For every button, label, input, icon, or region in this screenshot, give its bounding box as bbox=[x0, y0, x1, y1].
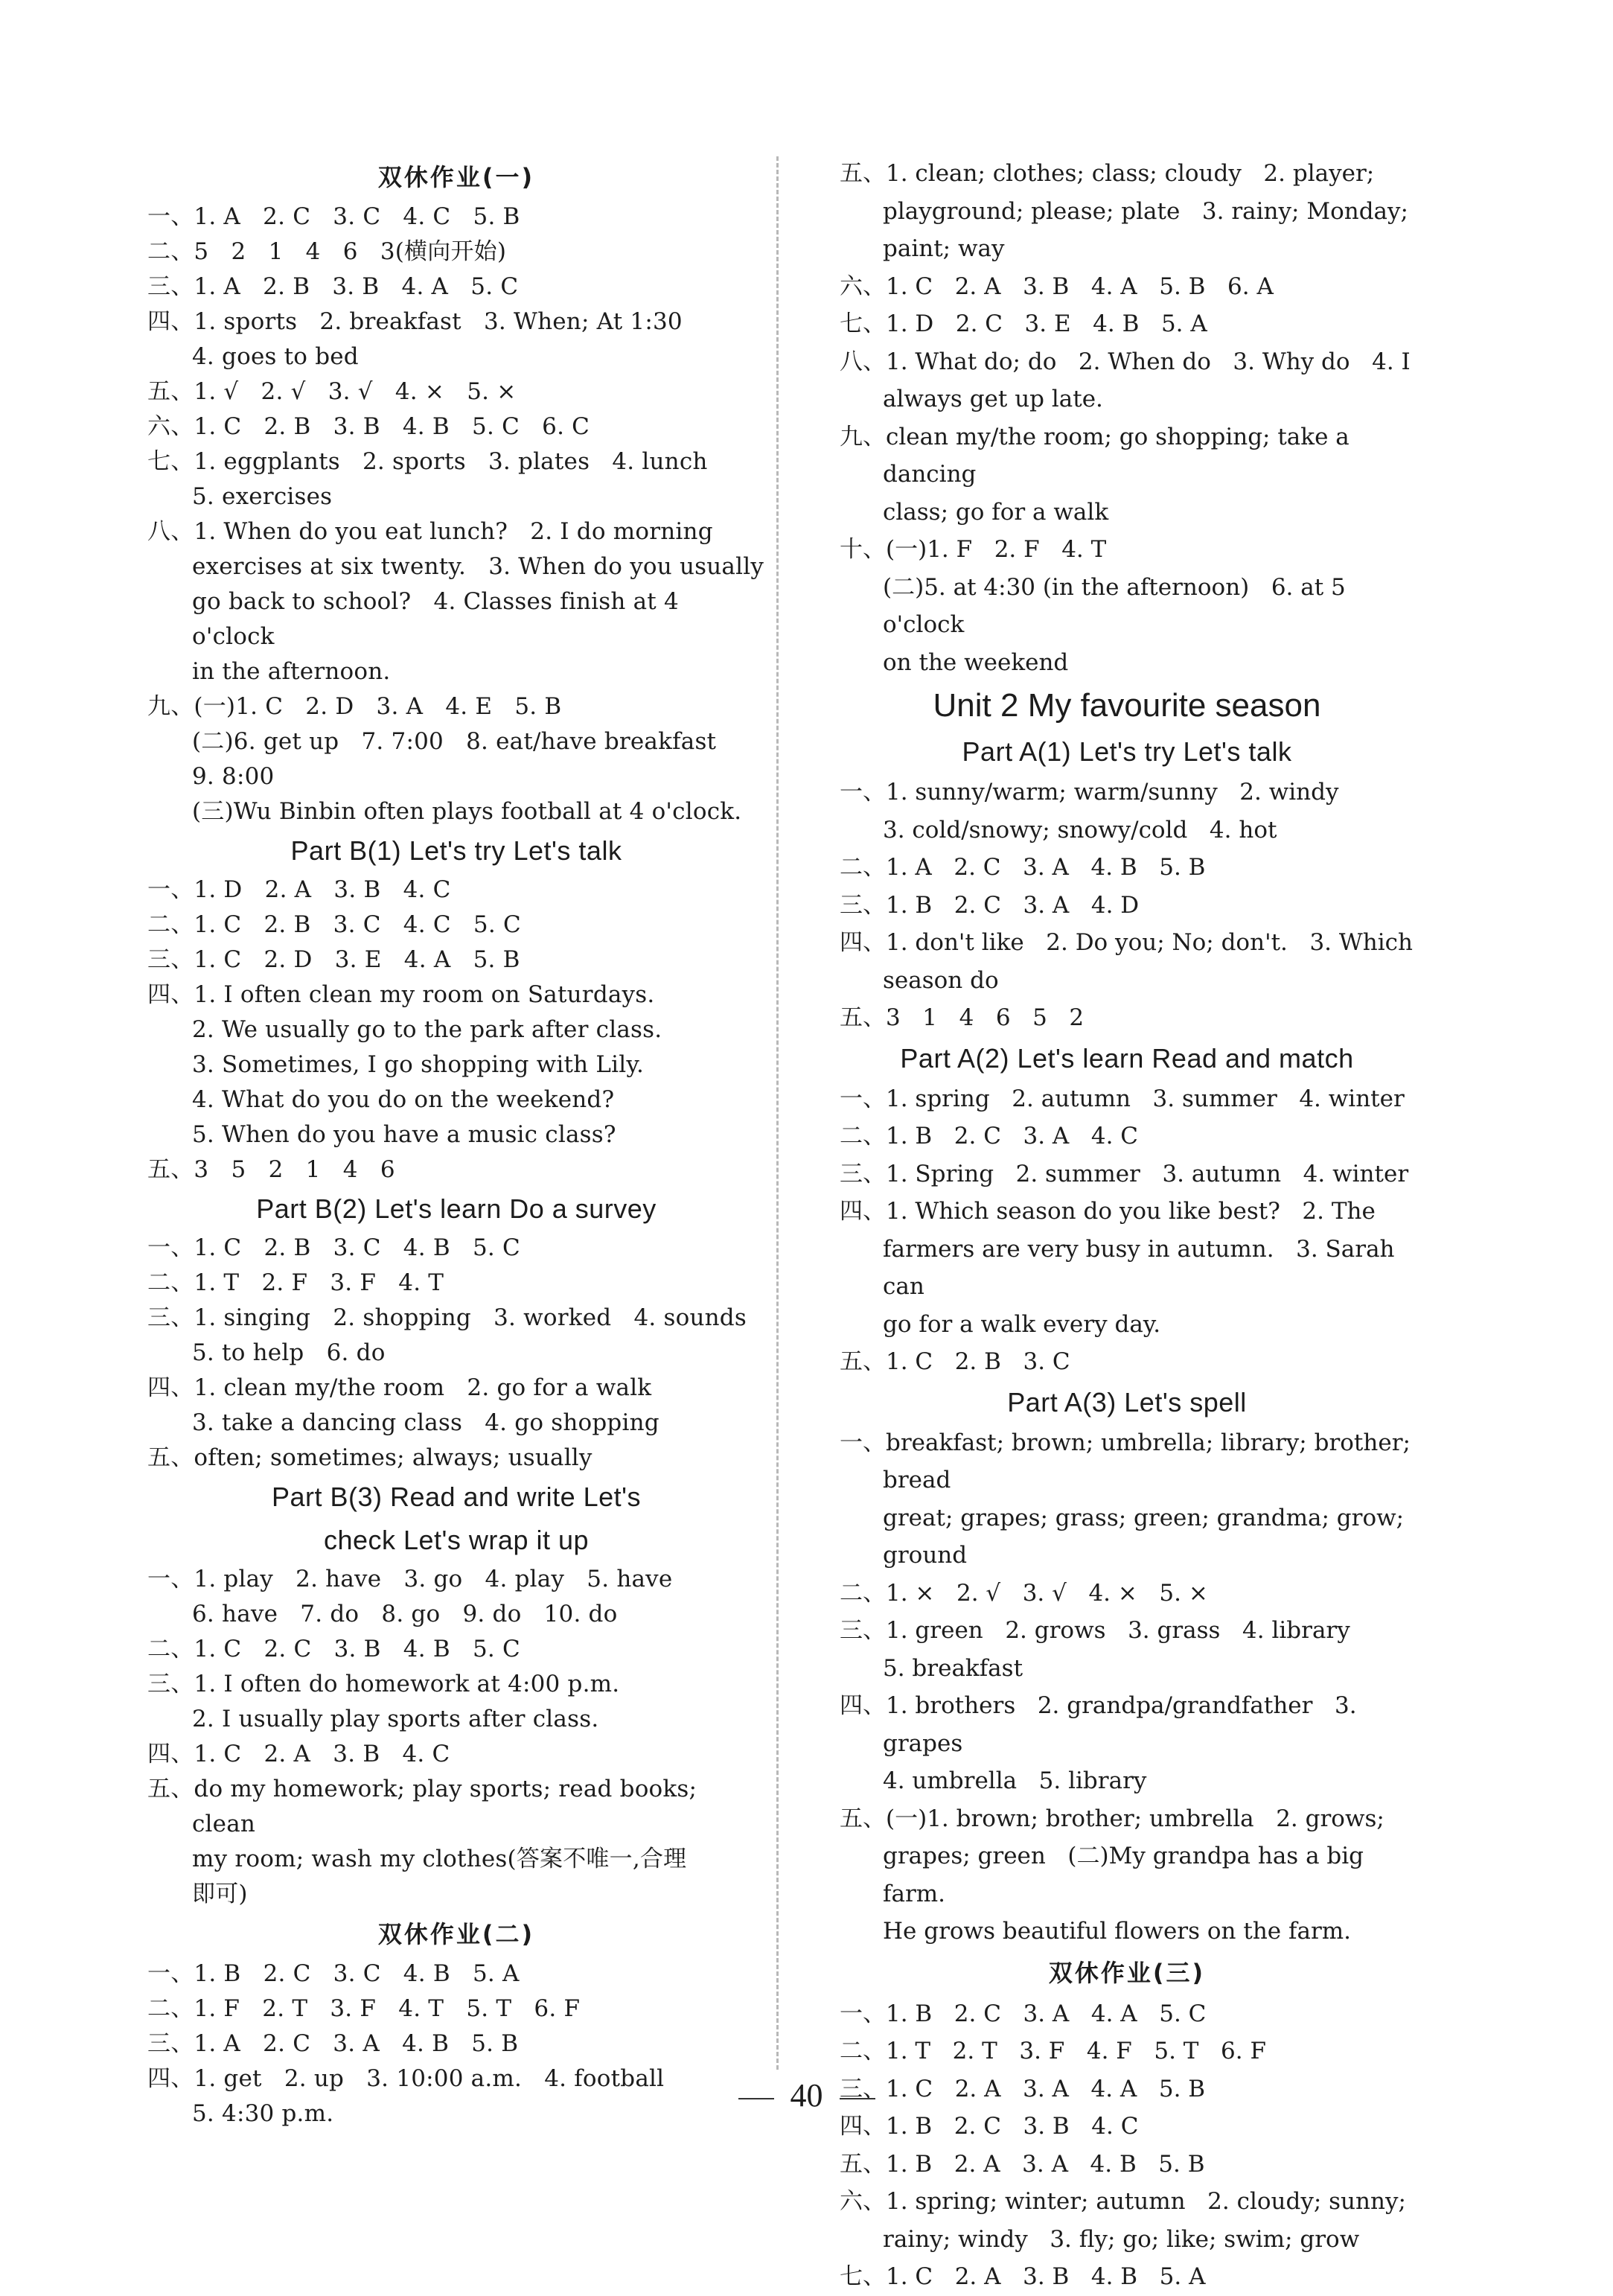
answer-line: 一、1. sunny/warm; warm/sunny 2. windy bbox=[840, 779, 1339, 806]
answer-line: 四、1. C 2. A 3. B 4. C bbox=[147, 1741, 450, 1767]
answer-line: 2. We usually go to the park after class. bbox=[192, 1016, 662, 1043]
part-a3-answers bbox=[840, 1424, 1418, 1951]
answer-line: 三、1. Spring 2. summer 3. autumn 4. winter bbox=[840, 1160, 1409, 1187]
answer-line: 四、1. sports 2. breakfast 3. When; At 1:30 bbox=[147, 308, 683, 335]
section-title-part-b3: Part B(3) Read and write Let's bbox=[271, 1482, 642, 1512]
answer-line: 六、1. spring; winter; autumn 2. cloudy; sunny; bbox=[840, 2188, 1406, 2215]
part-a1-answers bbox=[840, 774, 1414, 1037]
answer-line: great; grapes; grass; green; grandma; grow; ground bbox=[883, 1504, 1411, 1569]
answer-line: 五、1. B 2. A 3. A 4. B 5. B bbox=[840, 2150, 1205, 2178]
answer-line: 五、3 1 4 6 5 2 bbox=[840, 1004, 1085, 1031]
answer-line: 4. umbrella 5. library bbox=[883, 1767, 1147, 1794]
answer-line: on the weekend bbox=[883, 648, 1069, 676]
answer-line: 七、1. D 2. C 3. E 4. B 5. A bbox=[840, 310, 1207, 337]
answer-line: 3. take a dancing class 4. go shopping bbox=[192, 1409, 659, 1436]
answer-line: 二、1. × 2. √ 3. √ 4. × 5. × bbox=[840, 1579, 1208, 1607]
left-column bbox=[147, 155, 765, 2131]
answer-line: 三、1. green 2. grows 3. grass 4. library bbox=[840, 1617, 1350, 1644]
answer-line: 三、1. A 2. B 3. B 4. A 5. C bbox=[147, 273, 519, 300]
answer-line: 三、1. singing 2. shopping 3. worked 4. sounds bbox=[147, 1304, 747, 1331]
answer-line: 3. cold/snowy; snowy/cold 4. hot bbox=[883, 816, 1277, 844]
answer-line: 四、1. B 2. C 3. B 4. C bbox=[840, 2113, 1139, 2140]
answer-line: 一、1. A 2. C 3. C 4. C 5. B bbox=[147, 203, 520, 230]
answer-line: go for a walk every day. bbox=[883, 1310, 1161, 1338]
answer-line: 三、1. C 2. A 3. A 4. A 5. B bbox=[840, 2075, 1206, 2102]
section-title-weekend-homework-1: 双休作业(一) bbox=[377, 163, 535, 191]
section-title-part-b2: Part B(2) Let's learn Do a survey bbox=[256, 1193, 657, 1224]
answer-line: 二、1. T 2. T 3. F 4. F 5. T 6. F bbox=[840, 2038, 1266, 2064]
weekend-homework-3-answers bbox=[840, 1995, 1414, 2296]
answer-line: 五、do my homework; play sports; read books; clean bbox=[147, 1776, 705, 1837]
answer-line: paint; way bbox=[883, 235, 1005, 262]
answer-line: 一、1. C 2. B 3. C 4. B 5. C bbox=[147, 1234, 520, 1261]
answer-line: 一、1. D 2. A 3. B 4. C bbox=[147, 876, 451, 903]
answer-line: 五、1. C 2. B 3. C bbox=[840, 1348, 1070, 1375]
answer-line: 9. 8:00 bbox=[192, 763, 275, 790]
answer-line: exercises at six twenty. 3. When do you usually bbox=[192, 553, 764, 580]
answer-line: 一、1. B 2. C 3. C 4. B 5. A bbox=[147, 1960, 520, 1987]
answer-line: 九、clean my/the room; go shopping; take a dancing bbox=[840, 423, 1357, 488]
part-b2-answers bbox=[147, 1231, 765, 1476]
answer-line: 五、1. clean; clothes; class; cloudy 2. player; bbox=[840, 160, 1375, 187]
answer-line: 5. exercises bbox=[192, 483, 333, 510]
answer-line: season do bbox=[883, 966, 999, 994]
part-a2-answers bbox=[840, 1080, 1414, 1381]
answer-line: rainy; windy 3. fly; go; like; swim; grow bbox=[883, 2225, 1360, 2253]
answer-line: playground; please; plate 3. rainy; Monday; bbox=[883, 197, 1408, 225]
answer-line: 二、1. F 2. T 3. F 4. T 5. T 6. F bbox=[147, 1995, 581, 2022]
answer-line: 二、1. C 2. B 3. C 4. C 5. C bbox=[147, 911, 521, 938]
answer-line: 六、1. C 2. B 3. B 4. B 5. C 6. C bbox=[147, 413, 590, 440]
answer-line: 一、1. play 2. have 3. go 4. play 5. have bbox=[147, 1566, 673, 1592]
section-title-weekend-homework-3: 双休作业(三) bbox=[1048, 1958, 1206, 1987]
answer-line: 四、1. I often clean my room on Saturdays. bbox=[147, 981, 655, 1008]
section-title-part-b3-cont: check Let's wrap it up bbox=[323, 1525, 590, 1555]
answer-line: 五、(一)1. brown; brother; umbrella 2. grows; bbox=[840, 1805, 1384, 1832]
weekend-homework-1-answers bbox=[147, 200, 765, 829]
answer-line: 七、1. C 2. A 3. B 4. B 5. A bbox=[840, 2263, 1206, 2290]
answer-line: 三、1. B 2. C 3. A 4. D bbox=[840, 891, 1140, 919]
answer-line: 一、1. B 2. C 3. A 4. A 5. C bbox=[840, 2000, 1207, 2027]
answer-line: always get up late. bbox=[883, 386, 1103, 412]
answer-line: 五、1. √ 2. √ 3. √ 4. × 5. × bbox=[147, 378, 517, 405]
answer-line: (二)6. get up 7. 7:00 8. eat/have breakfast bbox=[192, 728, 717, 755]
answer-line: 5. 4:30 p.m. bbox=[192, 2100, 334, 2127]
answer-line: 3. Sometimes, I go shopping with Lily. bbox=[192, 1051, 645, 1078]
answer-line: 三、1. A 2. C 3. A 4. B 5. B bbox=[147, 2030, 519, 2057]
weekend-homework-1-continued-answers bbox=[840, 155, 1414, 681]
answer-line: 三、1. I often do homework at 4:00 p.m. bbox=[147, 1671, 620, 1697]
answer-line: 5. breakfast bbox=[883, 1654, 1023, 1682]
answer-line: 四、1. brothers 2. grandpa/grandfather 3. grapes bbox=[840, 1692, 1364, 1757]
section-title-part-a1: Part A(1) Let's try Let's talk bbox=[962, 736, 1292, 767]
answer-line: 2. I usually play sports after class. bbox=[192, 1706, 599, 1732]
unit-title: Unit 2 My favourite season bbox=[933, 687, 1321, 724]
part-b1-answers bbox=[147, 873, 765, 1187]
page-number-value: 40 bbox=[790, 2077, 823, 2114]
answer-line: (二)5. at 4:30 (in the afternoon) 6. at 5 o'clock bbox=[883, 573, 1353, 638]
page-number-dash-left bbox=[738, 2098, 774, 2099]
page-number bbox=[0, 2073, 1613, 2118]
answer-line: 二、1. T 2. F 3. F 4. T bbox=[147, 1269, 444, 1296]
answer-line: in the afternoon. bbox=[192, 658, 391, 685]
column-divider bbox=[776, 156, 779, 2070]
answer-line: 即可) bbox=[192, 1881, 248, 1907]
page-number-dash-right bbox=[840, 2098, 875, 2099]
answer-line: 二、1. A 2. C 3. A 4. B 5. B bbox=[840, 854, 1206, 881]
answer-line: 4. What do you do on the weekend? bbox=[192, 1086, 615, 1113]
answer-line: 五、often; sometimes; always; usually bbox=[147, 1444, 593, 1471]
part-b3-answers bbox=[147, 1562, 765, 1912]
section-title-part-a2: Part A(2) Let's learn Read and match bbox=[900, 1042, 1354, 1074]
answer-line: grapes; green (二)My grandpa has a big farm. bbox=[883, 1843, 1371, 1907]
answer-line: 二、1. C 2. C 3. B 4. B 5. C bbox=[147, 1636, 520, 1662]
answer-line: 二、1. B 2. C 3. A 4. C bbox=[840, 1123, 1139, 1149]
answer-line: my room; wash my clothes(答案不唯一,合理 bbox=[192, 1846, 687, 1872]
answer-line: 一、breakfast; brown; umbrella; library; brother; bread bbox=[840, 1429, 1418, 1493]
answer-line: 四、1. get 2. up 3. 10:00 a.m. 4. football bbox=[147, 2065, 665, 2092]
section-title-weekend-homework-2: 双休作业(二) bbox=[377, 1920, 535, 1948]
answer-line: 6. have 7. do 8. go 9. do 10. do bbox=[192, 1601, 618, 1627]
answer-line: 六、1. C 2. A 3. B 4. A 5. B 6. A bbox=[840, 272, 1274, 300]
answer-line: 九、(一)1. C 2. D 3. A 4. E 5. B bbox=[147, 693, 562, 720]
answer-line: 5. When do you have a music class? bbox=[192, 1121, 616, 1148]
answer-line: class; go for a walk bbox=[883, 498, 1109, 526]
answer-line: 七、1. eggplants 2. sports 3. plates 4. lunch bbox=[147, 448, 708, 475]
answer-line: 一、1. spring 2. autumn 3. summer 4. winter bbox=[840, 1085, 1405, 1112]
answer-line: go back to school? 4. Classes finish at 4 o'clock bbox=[192, 588, 686, 650]
answer-line: He grows beautiful flowers on the farm. bbox=[883, 1918, 1352, 1945]
answer-line: 四、1. Which season do you like best? 2. The bbox=[840, 1198, 1376, 1225]
answer-line: 四、1. don't like 2. Do you; No; don't. 3. Which bbox=[840, 929, 1413, 956]
answer-line: 二、5 2 1 4 6 3(横向开始) bbox=[147, 238, 507, 265]
answer-line: 八、1. What do; do 2. When do 3. Why do 4. I bbox=[840, 348, 1411, 375]
answer-line: 十、(一)1. F 2. F 4. T bbox=[840, 536, 1107, 563]
answer-line: (三)Wu Binbin often plays football at 4 o'clock. bbox=[192, 798, 742, 825]
answer-line: 八、1. When do you eat lunch? 2. I do morning bbox=[147, 518, 713, 545]
answer-line: farmers are very busy in autumn. 3. Sarah can bbox=[883, 1235, 1402, 1300]
section-title-part-b1: Part B(1) Let's try Let's talk bbox=[290, 835, 622, 866]
answer-line: 4. goes to bed bbox=[192, 343, 359, 370]
section-title-part-a3: Part A(3) Let's spell bbox=[1007, 1386, 1247, 1418]
answer-line: 5. to help 6. do bbox=[192, 1339, 386, 1366]
answer-line: 五、3 5 2 1 4 6 bbox=[147, 1156, 395, 1183]
answer-line: 三、1. C 2. D 3. E 4. A 5. B bbox=[147, 946, 520, 973]
answer-line: 四、1. clean my/the room 2. go for a walk bbox=[147, 1374, 652, 1401]
right-column bbox=[840, 155, 1418, 2296]
